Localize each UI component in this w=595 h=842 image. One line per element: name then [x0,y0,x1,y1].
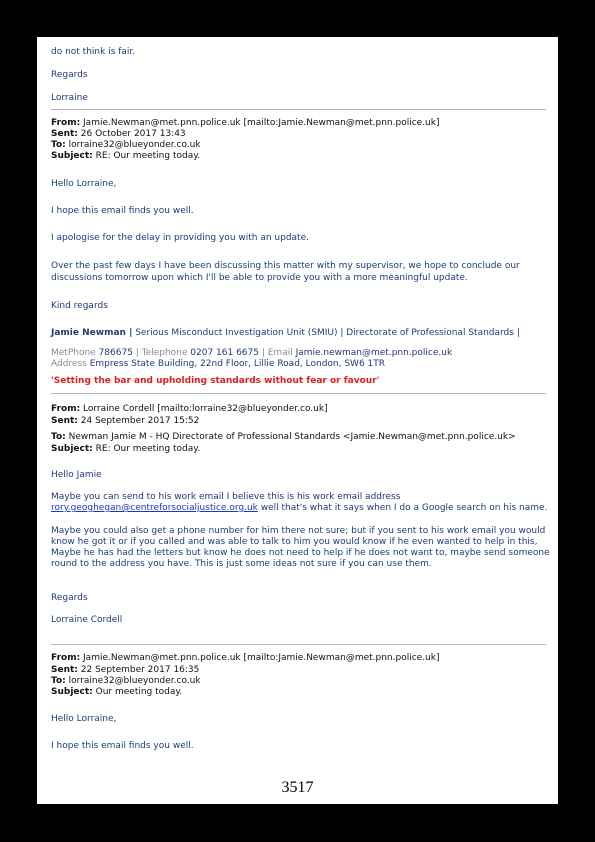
sent-line: Sent: 24 September 2017 15:52 [51,416,200,426]
body-text: Maybe you can send to his work email I believe this is his work email address [51,492,401,502]
to-line: To: Newman Jamie M - HQ Directorate of Professional Standards <Jamie.Newman@met.pnn.police.uk> [51,432,516,442]
body-text: discussions tomorrow upon which I'll be able to provide you with a more meaningful update. [51,273,468,283]
body-text: Maybe he has had the letters but know he does not need to help if he does not want to, maybe send someone [51,548,550,558]
subject-line: Subject: RE: Our meeting today. [51,444,201,454]
signature-title: Jamie Newman | Serious Misconduct Investigation Unit (SMIU) | Directorate of Professional Standards | [51,328,520,338]
subject-line: Subject: Our meeting today. [51,687,183,697]
signature-contact: MetPhone 786675 | Telephone 0207 161 6675 | Email Jamie.newman@met.pnn.police.uk [51,348,453,358]
page-number: 3517 [281,779,314,796]
body-text: I hope this email finds you well. [51,741,194,751]
body-text: do not think is fair. [51,47,136,57]
greeting: Hello Lorraine, [51,714,117,724]
signature-name: Lorraine Cordell [51,615,123,625]
divider [51,393,546,394]
subject-line: Subject: RE: Our meeting today. [51,151,201,161]
email-link[interactable]: rory.geoghegan@centreforsocialjustice.org.uk [51,503,258,513]
body-text: rory.geoghegan@centreforsocialjustice.org.uk well that's what it says when I do a Google search on his name. [51,503,548,513]
signature-motto: 'Setting the bar and upholding standards without fear or favour' [51,376,380,386]
body-text: round to the address you have. This is just some ideas not sure if you can use them. [51,559,432,569]
body-text: Maybe you could also get a phone number for him there not sure; but if you sent to his work email you would [51,526,546,536]
from-line: From: Jamie.Newman@met.pnn.police.uk [mailto:Jamie.Newman@met.pnn.police.uk] [51,118,440,128]
to-line: To: lorraine32@blueyonder.co.uk [51,140,201,150]
sent-line: Sent: 22 September 2017 16:35 [51,665,200,675]
signature-address: Address Empress State Building, 22nd Floor, Lillie Road, London, SW6 1TR [51,359,386,369]
divider [51,644,546,645]
closing-text: Kind regards [51,301,108,311]
body-text: Over the past few days I have been discussing this matter with my supervisor, we hope to conclude our [51,261,520,271]
divider [51,109,546,110]
greeting: Hello Jamie [51,470,102,480]
regards-text: Regards [51,593,88,603]
document-page [37,37,558,804]
body-text: know he got it or if you called and was able to talk to him you would know if he even wanted to help in this, [51,537,538,547]
to-line: To: lorraine32@blueyonder.co.uk [51,676,201,686]
signature-name: Lorraine [51,93,88,103]
from-line: From: Lorraine Cordell [mailto:lorraine32@blueyonder.co.uk] [51,404,328,414]
body-text: I hope this email finds you well. [51,206,194,216]
sent-line: Sent: 26 October 2017 13:43 [51,129,186,139]
regards-text: Regards [51,70,88,80]
greeting: Hello Lorraine, [51,179,117,189]
from-line: From: Jamie.Newman@met.pnn.police.uk [mailto:Jamie.Newman@met.pnn.police.uk] [51,653,440,663]
body-text: I apologise for the delay in providing you with an update. [51,233,309,243]
